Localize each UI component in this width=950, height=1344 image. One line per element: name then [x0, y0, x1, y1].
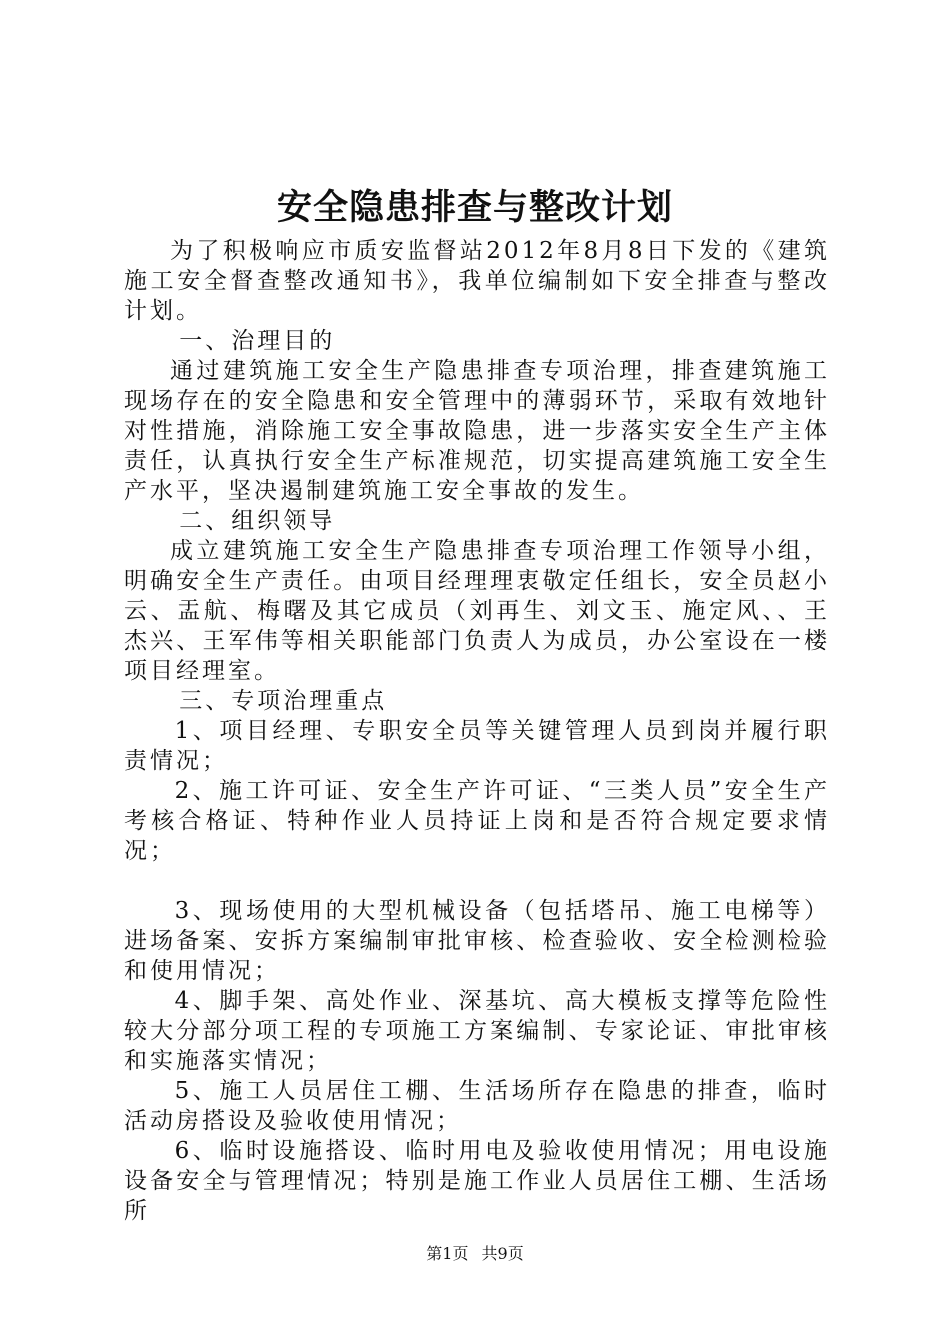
focus-item-4: 4、脚手架、高处作业、深基坑、高大模板支撑等危险性较大分部分项工程的专项施工方案编制、专家论证、审批审核和实施落实情况；: [124, 988, 830, 1074]
focus-item-3: 3、现场使用的大型机械设备（包括塔吊、施工电梯等）进场备案、安拆方案编制审批审核、检查验收、安全检测检验和使用情况；: [124, 898, 830, 984]
page-total: 共9页: [481, 1244, 524, 1263]
focus-item-1: 1、项目经理、专职安全员等关键管理人员到岗并履行职责情况；: [124, 718, 830, 774]
focus-item-5: 5、施工人员居住工棚、生活场所存在隐患的排查，临时活动房搭设及验收使用情况；: [124, 1078, 830, 1134]
focus-item-6: 6、临时设施搭设、临时用电及验收使用情况；用电设施设备安全与管理情况；特别是施工作业人员居住工棚、生活场所: [124, 1138, 830, 1224]
page-footer: [0, 1243, 950, 1265]
section-heading-goal: 一、治理目的: [179, 328, 336, 354]
page-number: 第1页: [426, 1244, 469, 1263]
organization-paragraph: 成立建筑施工安全生产隐患排查专项治理工作领导小组，明确安全生产责任。由项目经理理衷敬定任组长，安全员赵小云、盂航、梅曙及其它成员（刘再生、刘文玉、施定风、、王杰兴、王军伟等相关职能部门负责人为成员，办公室设在一楼项目经理室。: [124, 538, 830, 684]
focus-item-2: 2、施工许可证、安全生产许可证、“三类人员”安全生产考核合格证、特种作业人员持证上岗和是否符合规定要求情况；: [124, 778, 830, 864]
document-body: [124, 236, 830, 1226]
goal-paragraph: 通过建筑施工安全生产隐患排查专项治理，排查建筑施工现场存在的安全隐患和安全管理中的薄弱环节，采取有效地针对性措施，消除施工安全事故隐患，进一步落实安全生产主体责任，认真执行安全生产标准规范，切实提高建筑施工安全生产水平，坚决遏制建筑施工安全事故的发生。: [124, 358, 830, 504]
section-heading-organization: 二、组织领导: [179, 508, 336, 534]
intro-paragraph: 为了积极响应市质安监督站2012年8月8日下发的《建筑施工安全督查整改通知书》，我单位编制如下安全排查与整改计划。: [124, 238, 830, 324]
section-heading-focus: 三、专项治理重点: [179, 688, 388, 714]
document-title: 安全隐患排查与整改计划: [276, 187, 673, 228]
